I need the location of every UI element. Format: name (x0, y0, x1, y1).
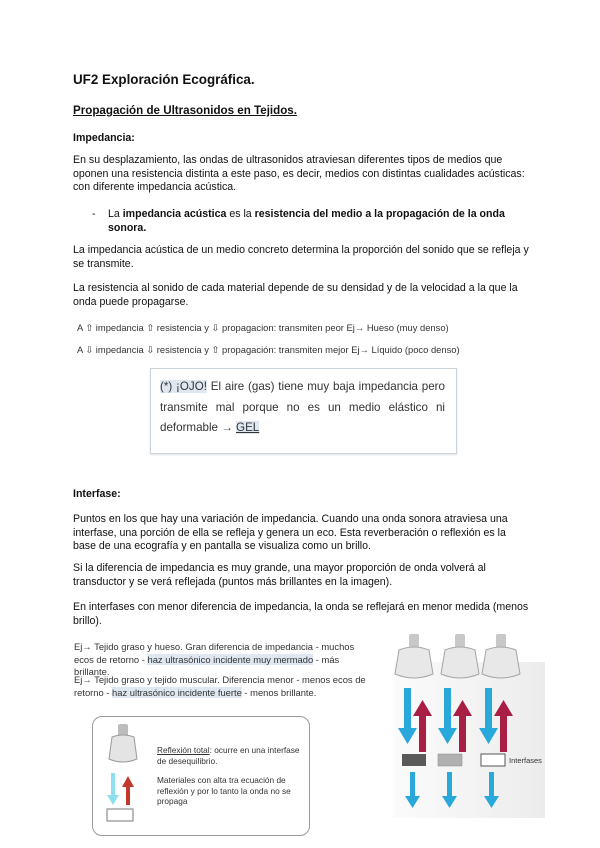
card-term: Reflexión total (157, 745, 210, 755)
transducer-1-icon (395, 634, 433, 678)
example-1-text: Ej→ Tejido graso y hueso. Gran diferencia de impedancia - muchos ecos de retorno - (74, 641, 355, 665)
note-line-1: A ⇧ impedancia ⇧ resistencia y ⇩ propagacion: transmiten peor Ej→ Hueso (muy denso) (77, 322, 449, 333)
interfaces-label: Interfases (509, 756, 542, 765)
heading-interfase: Interfase: (73, 488, 121, 500)
example-1 (74, 641, 374, 679)
card-definition: : ocurre en una interfase de desequilibrio. (157, 745, 300, 766)
example-1-end: - más brillante. (74, 653, 340, 677)
example-2-end: - menos brillante. (241, 686, 317, 698)
callout-text (151, 369, 456, 439)
interfase-para-2: Si la diferencia de impedancia es muy grande, una mayor proporción de onda volverá al transductor y se verá reflejada (puntos más brillantes en la imagen). (73, 562, 486, 588)
impedancia-para-2: La impedancia acústica de un medio concreto determina la proporción del sonido que se refleja y se transmite. (73, 244, 529, 270)
document-title: UF2 Exploración Ecográfica. (73, 72, 255, 87)
interfase-para-1: Puntos en los que hay una variación de impedancia. Cuando una onda sonora atraviesa una interfase, una porción de ella se refleja y genera un eco. Esta reverberación o reflexión es la base de una ecografía y en pantalla se visualiza como un brillo. (73, 513, 508, 552)
red-arrow-up-icon (122, 776, 134, 805)
card-text-2: Materiales con alta tra ecuación de reflexión y por lo tanto la onda no se propaga (157, 775, 291, 806)
card-illustration (103, 723, 151, 829)
callout-body: El aire (gas) tiene muy baja impedancia pero transmite mal porque no es un medio elástico ni deformable → (160, 380, 445, 434)
impedancia-para-3: La resistencia al sonido de cada material depende de su densidad y de la velocidad a la que la onda puede propagarse. (73, 282, 518, 308)
callout-tag: (*) ¡OJO! (160, 380, 207, 393)
transducer-icon (109, 724, 137, 762)
impedancia-para-1: En su desplazamiento, las ondas de ultrasonidos atraviesan diferentes tipos de medios que oponen una resistencia distinta a este paso, es decir, medios con distintas cualidades acústicas: con diferente impedancia acústica. (73, 154, 525, 193)
transducer-2-icon (441, 634, 479, 678)
callout-link: GEL (236, 421, 260, 434)
section-title: Propagación de Ultrasonidos en Tejidos. (73, 104, 297, 117)
note-line-2: A ⇩ impedancia ⇩ resistencia y ⇧ propagación: transmiten mejor Ej→ Líquido (poco denso) (77, 344, 460, 355)
interfase-para-3: En interfases con menor diferencia de impedancia, la onda se reflejará en menor medida (menos brillo). (73, 601, 529, 627)
bullet-item (108, 208, 538, 235)
interfaces-figure (393, 632, 545, 818)
interface-medium (438, 754, 462, 766)
example-2-text: Ej→ Tejido graso y tejido muscular. Diferencia menor - menos ecos de retorno - (74, 674, 366, 698)
interface-box-icon (107, 809, 133, 821)
transducer-3-icon (482, 634, 520, 678)
bullet-bold-1: impedancia acústica (122, 208, 227, 220)
callout-box (150, 368, 457, 454)
heading-impedancia: Impedancia: (73, 132, 135, 144)
reflection-card (92, 716, 310, 836)
example-2 (74, 674, 374, 699)
interface-light (481, 754, 505, 766)
bullet-bold-2: resistencia del medio a la propagación de la onda sonora. (108, 208, 505, 234)
figure-background (393, 662, 545, 818)
bullet-text-2: es la (226, 208, 255, 220)
interface-dark (402, 754, 426, 766)
blue-arrow-down-icon (107, 773, 119, 805)
bullet-text-1: La (108, 208, 123, 220)
card-text-1 (157, 745, 303, 766)
example-2-highlight: haz ultrasónico incidente fuerte (112, 686, 242, 698)
bullet-dash: - (92, 208, 96, 220)
example-1-highlight: haz ultrasónico incidente muy mermado (147, 653, 314, 665)
